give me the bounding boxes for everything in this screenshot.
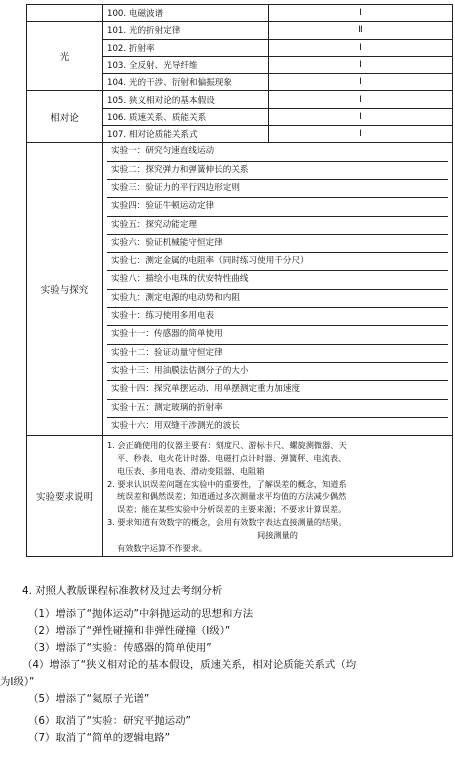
- experiment-item: 实验十五：测定玻璃的折射率: [107, 400, 448, 418]
- list-item: （7）取消了“简单的逻辑电路”: [28, 732, 171, 744]
- table-row: [27, 91, 453, 108]
- experiment-item: 实验四：验证牛顿运动定律: [107, 198, 448, 216]
- experiment-item: 实验八：描绘小电珠的伏安特性曲线: [107, 271, 448, 289]
- experiment-item: 实验十四：探究单摆运动、用单摆测定重力加速度: [107, 381, 448, 399]
- table-row: [27, 5, 453, 22]
- requirement-line: 平、秒表、电火花计时器、电磁打点计时器、弹簧秤、电流表、: [117, 452, 347, 463]
- level-cell: Ⅰ: [269, 108, 453, 125]
- level-cell: Ⅰ: [269, 5, 453, 22]
- level-cell: Ⅰ: [269, 56, 453, 73]
- category-requirements: 实验要求说明: [27, 436, 103, 557]
- list-item-continuation: 为Ⅰ级）”: [0, 676, 35, 688]
- topic-cell: 102. 折射率: [103, 39, 269, 56]
- experiment-item: 实验十六：用双缝干涉测光的波长: [111, 420, 240, 431]
- requirement-line: 间接测量的: [257, 529, 298, 540]
- table-row: [27, 22, 453, 39]
- requirement-line: 1. 会正确使用的仪器主要有：刻度尺、游标卡尺、螺旋测微器、天: [107, 440, 347, 451]
- topic-cell: 105. 狭义相对论的基本假设: [103, 91, 269, 108]
- experiment-item: 实验五：探究动能定理: [107, 217, 448, 235]
- topic-cell: 103. 全反射、光导纤维: [103, 56, 269, 73]
- requirement-line: 统误差和偶然误差；知道通过多次测量求平均值的方法减少偶然: [117, 491, 347, 502]
- category-light: 光: [27, 22, 103, 91]
- syllabus-table: [26, 4, 453, 557]
- category-relativity: 相对论: [27, 91, 103, 143]
- experiment-item: 实验七：测定金属的电阻率（同时练习使用千分尺）: [107, 253, 448, 271]
- category-cell-empty: [27, 5, 103, 22]
- topic-cell: 106. 质速关系、质能关系: [103, 108, 269, 125]
- table-row: [27, 436, 453, 557]
- topic-cell: 100. 电磁波谱: [103, 5, 269, 22]
- experiment-item: 实验十二：验证动量守恒定律: [107, 345, 448, 363]
- experiment-item: 实验十三：用油膜法估测分子的大小: [107, 363, 448, 381]
- level-cell: Ⅰ: [269, 126, 453, 143]
- requirements-cell: [103, 436, 453, 557]
- category-experiments: 实验与探究: [27, 143, 103, 436]
- level-cell: Ⅰ: [269, 91, 453, 108]
- list-item: （1）增添了“抛体运动”中斜抛运动的思想和方法: [28, 608, 254, 620]
- list-item: （3）增添了“实验：传感器的简单使用”: [28, 642, 212, 654]
- list-item: （5）增添了“氦原子光谱”: [28, 693, 150, 705]
- experiment-item: 实验六：验证机械能守恒定律: [107, 235, 448, 253]
- experiment-item: 实验二：探究弹力和弹簧伸长的关系: [107, 162, 448, 180]
- list-item: （2）增添了“弹性碰撞和非弹性碰撞（Ⅰ级）”: [28, 625, 231, 637]
- list-item: （6）取消了“实验：研究平抛运动”: [28, 715, 191, 727]
- topic-cell: 101. 光的折射定律: [103, 22, 269, 39]
- level-cell: Ⅱ: [269, 22, 453, 39]
- requirement-line: 2. 要求认识误差问题在实验中的重要性，了解误差的概念，知道系: [107, 478, 347, 489]
- experiment-item: 实验一：研究匀速直线运动: [107, 143, 448, 161]
- experiments-list: [103, 143, 453, 436]
- section-heading: 4. 对照人教版课程标准教材及过去考纲分析: [22, 585, 223, 597]
- level-cell: Ⅰ: [269, 74, 453, 91]
- topic-cell: 104. 光的干涉、衍射和偏振现象: [103, 74, 269, 91]
- requirement-line: 误差；能在某些实验中分析误差的主要来源；不要求计算误差。: [117, 504, 347, 515]
- list-item: （4）增添了“狭义相对论的基本假设，质速关系，相对论质能关系式（均: [22, 659, 357, 671]
- topic-cell: 107. 相对论质能关系式: [103, 126, 269, 143]
- change-list: [0, 606, 455, 747]
- requirement-line: 有效数字运算不作要求。: [117, 542, 208, 553]
- requirement-line: 3. 要求知道有效数字的概念，会用有效数字表达直接测量的结果。: [107, 516, 347, 527]
- experiment-item: 实验十一：传感器的简单使用: [107, 326, 448, 344]
- table-row: [27, 143, 453, 436]
- experiment-item: 实验十：练习使用多用电表: [107, 308, 448, 326]
- level-cell: Ⅰ: [269, 39, 453, 56]
- experiment-item: 实验三：验证力的平行四边形定则: [107, 180, 448, 198]
- requirement-line: 电压表、多用电表、滑动变阻器、电阻箱: [117, 465, 265, 476]
- experiment-item: 实验九：测定电源的电动势和内阻: [107, 290, 448, 308]
